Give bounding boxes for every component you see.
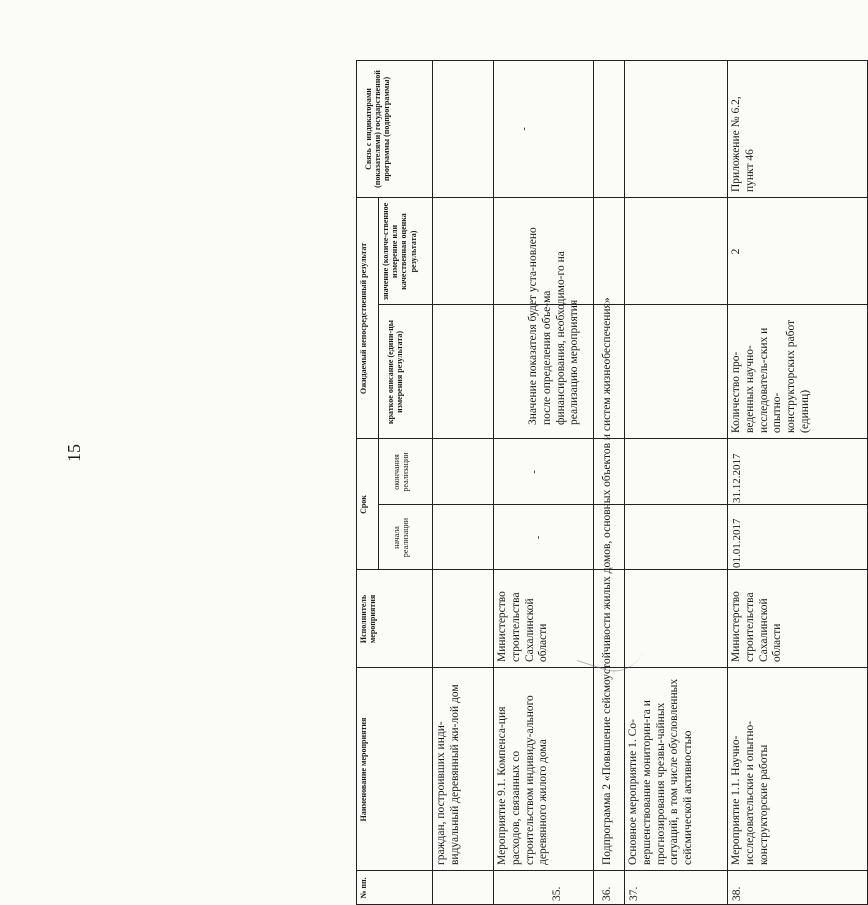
table-row-num: 37. [628, 886, 640, 901]
header-expected: Ожидаемый непосредственный результат [359, 242, 368, 395]
table-row-end: - [529, 470, 540, 474]
header-term: Срок [359, 495, 368, 514]
table-row-start: - [533, 535, 544, 540]
table-row-num: 38. [731, 886, 743, 901]
page-number: 15 [64, 444, 84, 462]
header-end: окончания реализации [392, 452, 411, 492]
table-row-end: 31.12.2017 [731, 453, 743, 503]
col-line [432, 304, 493, 305]
header-link: Связь с индикаторами (показателями) государственной программы (подпрограммы) [364, 70, 392, 188]
table-row-num: 35. [551, 886, 563, 901]
header-name: Наименование мероприятия [359, 717, 368, 822]
table-row-link: - [519, 127, 530, 131]
table-row-name: Мероприятие 9.1. Компенса-ция расходов, связанных со строительством индивиду-ального деревянного жилого дома [496, 695, 550, 865]
table-row-executor: Министерство строительства Сахалинской области [496, 591, 550, 662]
header-value: значение (количе-ственное измерение или качественная оценка результата) [381, 202, 418, 301]
table-row-name: граждан, построивших инди-видуальный деревянный жи-лой дом [435, 684, 461, 865]
table-row-description: Количество про-веденных научно-исследователь-ских и опытно-конструкторских работ (единиц) [730, 319, 811, 433]
header-executor: Исполнитель мероприятия [359, 594, 378, 644]
document-table [356, 60, 868, 905]
table-row-start: 01.01.2017 [731, 518, 743, 568]
table-row-subprogram: Подпрограмма 2 «Повышение сейсмоустойчивости жилых домов, основных объектов и систем жизнеобеспечения» [601, 297, 613, 865]
table-row-name: Основное мероприятие 1. Со-вершенствование мониторин-га и прогнозирования чрезвы-чайных ситуаций, в том числе обусловленных сейсмической активностью [627, 678, 695, 865]
table-row-link: Приложение № 6.2, пункт 46 [730, 96, 756, 192]
header-num: № пп. [359, 877, 368, 899]
header-description: краткое описание (едини-цы измерения результата) [386, 320, 405, 424]
header-start: начала реализации [392, 517, 411, 558]
table-row-value: 2 [730, 248, 742, 255]
table-row-merged-result: Значение показателя будет уста-новлено после определения объе-ма финансирования, необходимо-го на реализацию мероприятия [527, 227, 581, 425]
table-row-name: Мероприятие 1.1. Научно-исследовательские и опытно-конструкторские работы [730, 720, 770, 865]
table-row-executor: Министерство строительства Сахалинской области [730, 591, 784, 662]
table-row-num: 36. [601, 886, 613, 901]
